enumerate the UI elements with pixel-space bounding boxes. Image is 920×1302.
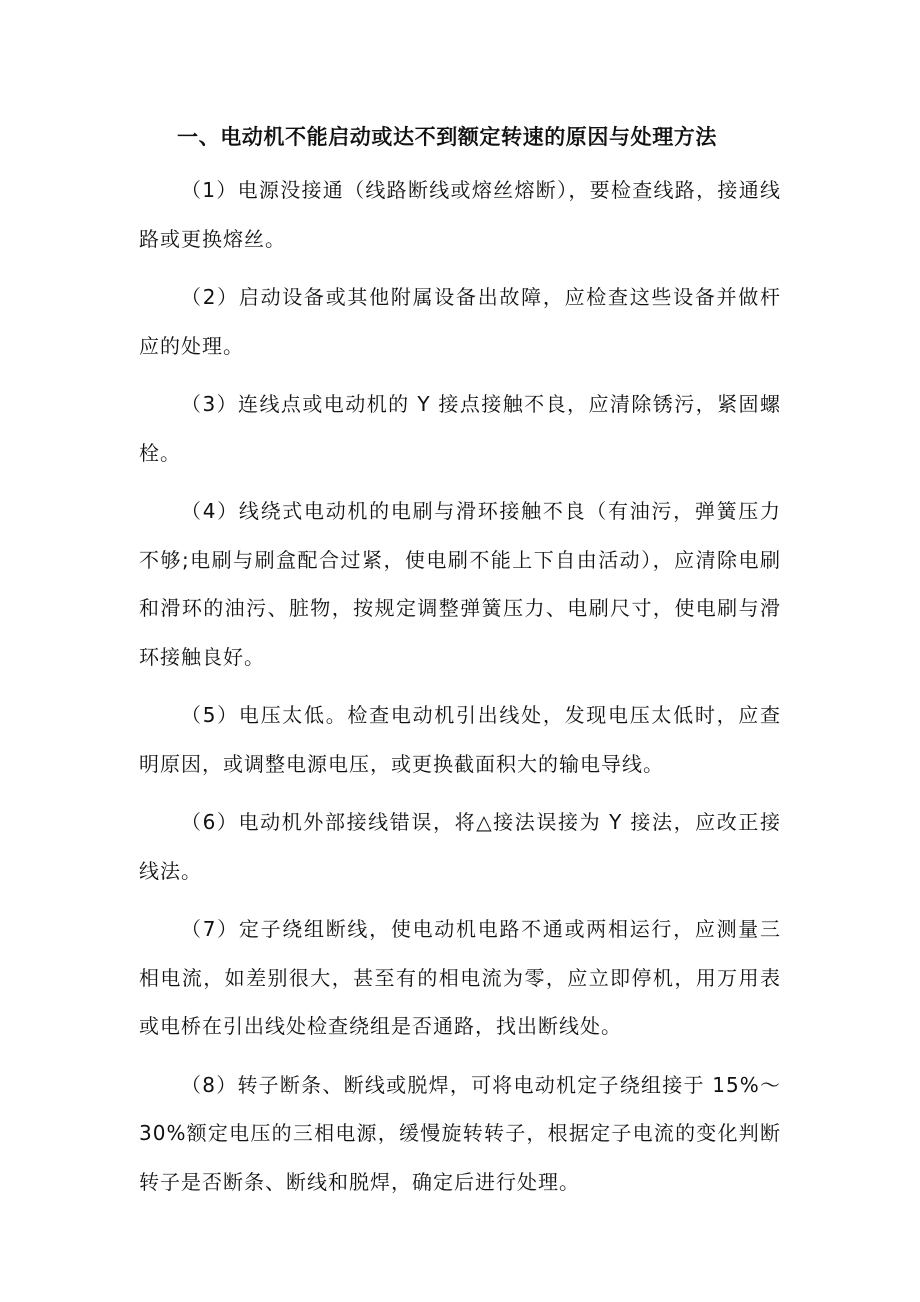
document-body — [139, 118, 781, 1216]
paragraph-5: （5）电压太低。检查电动机引出线处，发现电压太低时，应查明原因，或调整电源电压，或更换截面积大的输电导线。 — [139, 703, 781, 776]
paragraph-1: （1）电源没接通（线路断线或熔丝熔断），要检查线路，接通线路或更换熔丝。 — [139, 178, 781, 251]
paragraph-6: （6）电动机外部接线错误，将△接法误接为 Y 接法，应改正接线法。 — [139, 810, 781, 883]
paragraph-3: （3）连线点或电动机的 Y 接点接触不良，应清除锈污，紧固螺栓。 — [139, 392, 781, 465]
document-title: 一、电动机不能启动或达不到额定转速的原因与处理方法 — [177, 125, 717, 149]
paragraph-8: （8）转子断条、断线或脱焊，可将电动机定子绕组接于 15%～30%额定电压的三相电源，缓慢旋转转子，根据定子电流的变化判断转子是否断条、断线和脱焊，确定后进行处理。 — [139, 1072, 781, 1194]
paragraph-7: （7）定子绕组断线，使电动机电路不通或两相运行，应测量三相电流，如差别很大，甚至有的相电流为零，应立即停机，用万用表或电桥在引出线处检查绕组是否通路，找出断线处。 — [139, 917, 781, 1038]
paragraph-4: （4）线绕式电动机的电刷与滑环接触不良（有油污，弹簧压力不够;电刷与刷盒配合过紧，使电刷不能上下自由活动），应清除电刷和滑环的油污、脏物，按规定调整弹簧压力、电刷尺寸，使电刷与滑环接触良好。 — [139, 499, 781, 669]
paragraph-2: （2）启动设备或其他附属设备出故障，应检查这些设备并做杆应的处理。 — [139, 285, 781, 358]
